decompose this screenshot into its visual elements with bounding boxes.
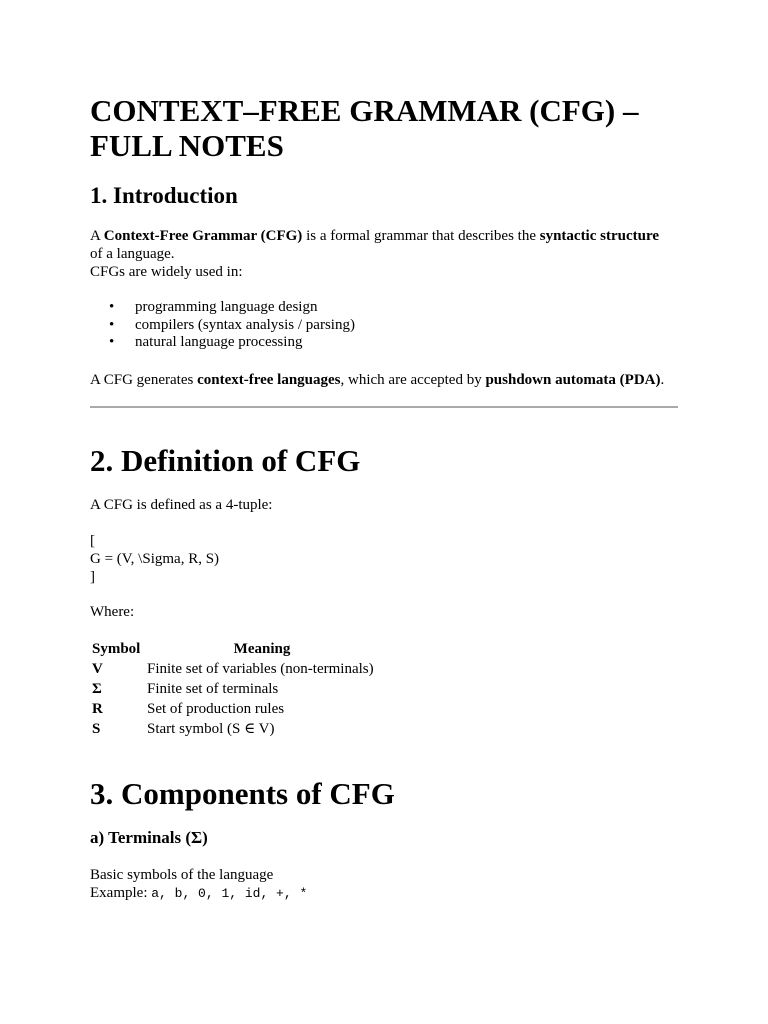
table-row bbox=[90, 659, 379, 679]
table-cell-symbol: V bbox=[92, 661, 103, 677]
table-cell-meaning: Start symbol (S ∈ V) bbox=[147, 721, 275, 737]
table-header-symbol: Symbol bbox=[92, 641, 141, 657]
terminals-heading: a) Terminals (Σ) bbox=[90, 828, 208, 847]
table-cell-symbol: R bbox=[92, 701, 103, 717]
list-item: • programming language design bbox=[90, 299, 355, 317]
uses-list bbox=[90, 299, 355, 352]
where-label: Where: bbox=[90, 604, 135, 620]
page-title: CONTEXT–FREE GRAMMAR (CFG) – FULL NOTES bbox=[90, 93, 639, 163]
components-heading: 3. Components of CFG bbox=[90, 776, 395, 811]
terminals-description: Basic symbols of the language Example: a, b, 0, 1, id, +, * bbox=[90, 867, 308, 901]
table-cell-meaning: Set of production rules bbox=[147, 701, 285, 717]
formula-block: [ G = (V, \Sigma, R, S) ] bbox=[90, 533, 220, 585]
table-row bbox=[90, 699, 379, 719]
symbol-table bbox=[90, 639, 379, 739]
list-item: • compilers (syntax analysis / parsing) bbox=[90, 317, 355, 335]
list-item: • natural language processing bbox=[90, 334, 355, 352]
table-header-meaning: Meaning bbox=[233, 641, 291, 657]
intro-paragraph: A Context-Free Grammar (CFG) is a formal grammar that describes the syntactic structure of a language. CFGs are widely used in: bbox=[90, 228, 660, 280]
table-cell-symbol: Σ bbox=[92, 681, 102, 697]
table-row bbox=[90, 679, 379, 699]
table-row bbox=[90, 719, 379, 739]
table-cell-meaning: Finite set of terminals bbox=[147, 681, 279, 697]
example-code: a, b, 0, 1, id, +, * bbox=[151, 886, 308, 901]
pda-paragraph: A CFG generates context-free languages, which are accepted by pushdown automata (PDA). bbox=[90, 372, 665, 388]
table-cell-symbol: S bbox=[92, 721, 101, 737]
table-cell-meaning: Finite set of variables (non-terminals) bbox=[147, 661, 374, 677]
table-header-row bbox=[90, 639, 379, 659]
example-label: Example: bbox=[90, 885, 152, 901]
definition-heading: 2. Definition of CFG bbox=[90, 443, 361, 478]
definition-intro: A CFG is defined as a 4-tuple: bbox=[90, 497, 273, 513]
introduction-heading: 1. Introduction bbox=[90, 183, 238, 208]
horizontal-divider bbox=[90, 406, 678, 408]
